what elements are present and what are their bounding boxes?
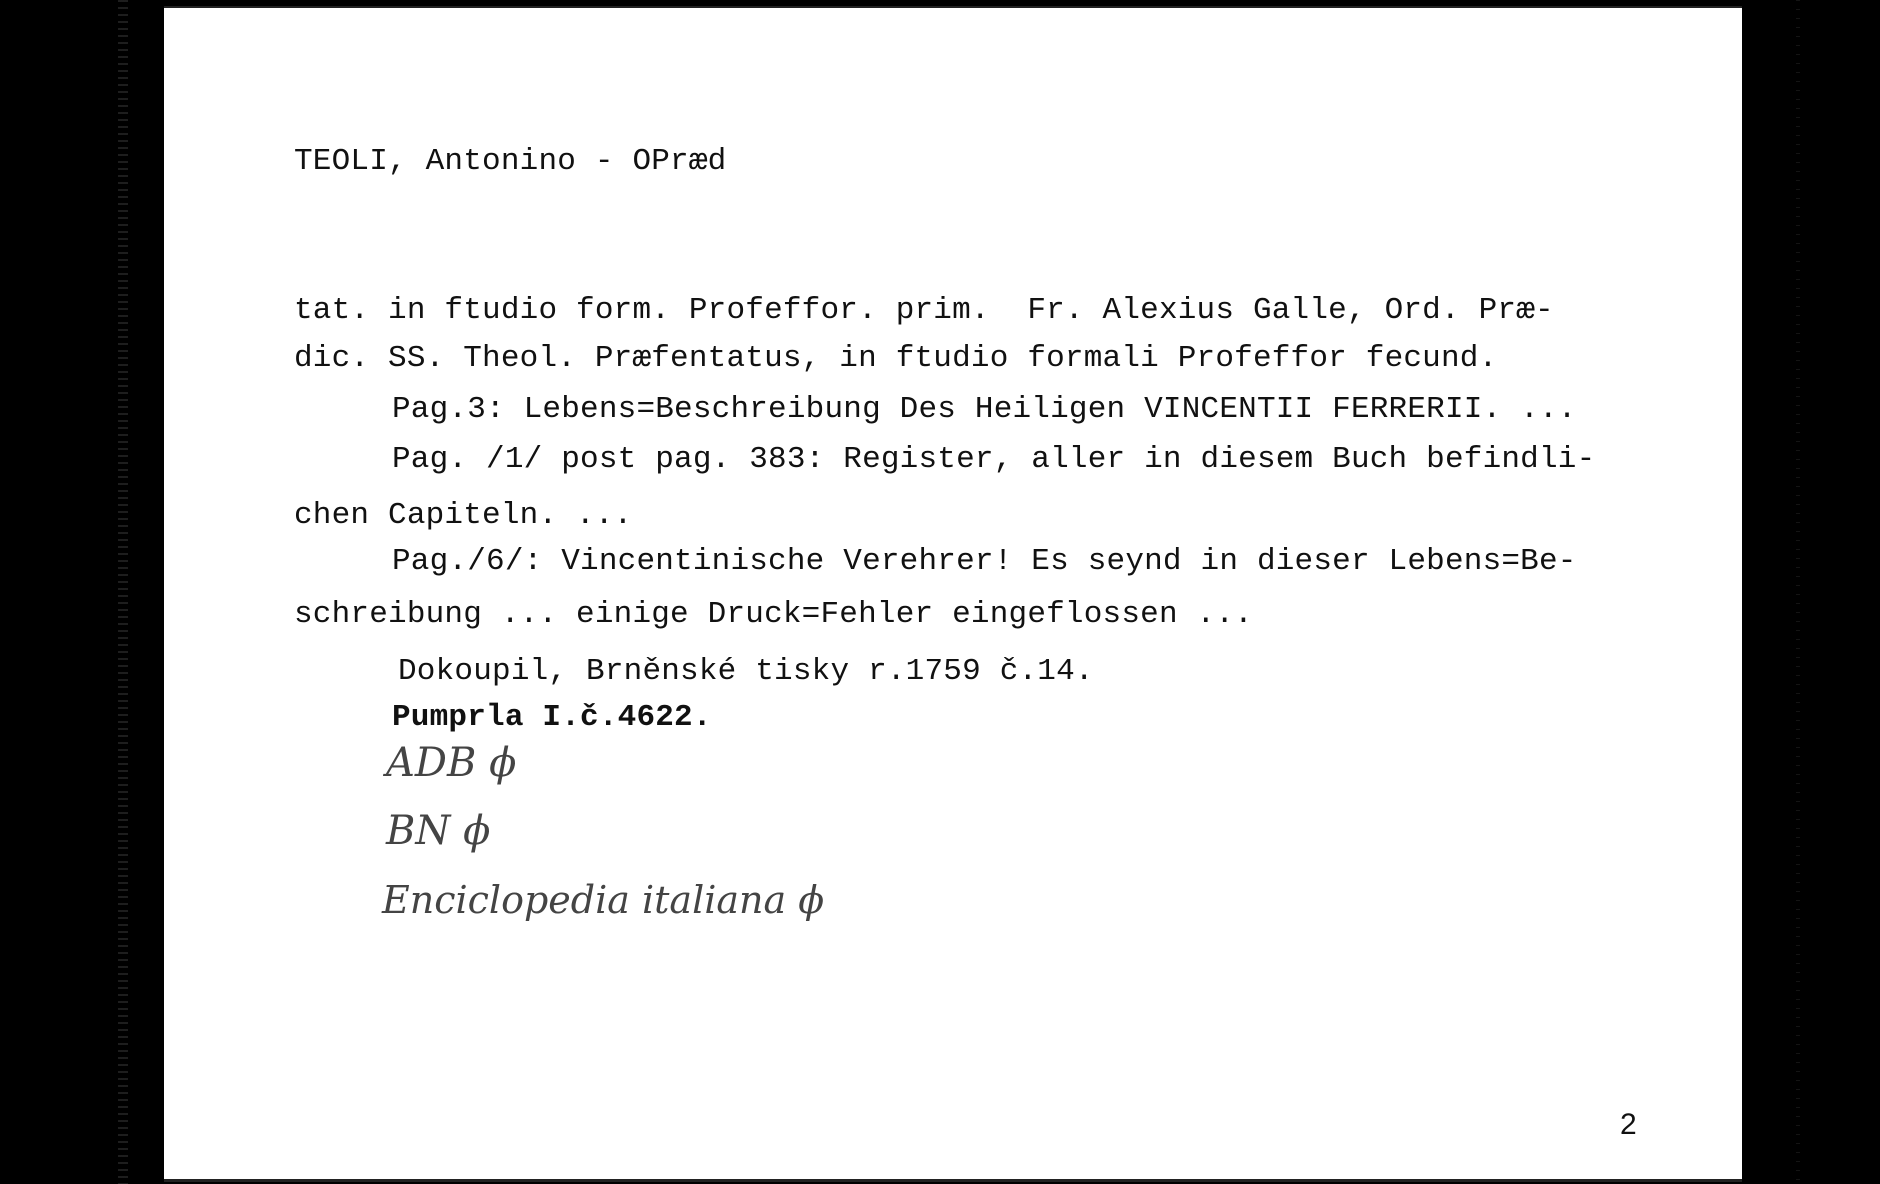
- card-line-1: tat. in ftudio form. Profeffor. prim. Fr. Alexius Galle, Ord. Præ-: [294, 293, 1554, 328]
- card-line-4: Pag. /1/ post pag. 383: Register, aller in diesem Buch befindli-: [392, 442, 1596, 477]
- card-heading: TEOLI, Antonino - OPræd: [294, 144, 727, 179]
- handwritten-enciclopedia: Enciclopedia italiana ϕ: [382, 878, 825, 922]
- handwritten-bn: BN ϕ: [386, 808, 491, 854]
- catalog-card: [164, 6, 1742, 1182]
- card-line-2: dic. SS. Theol. Præfentatus, in ftudio formali Profeffor fecund.: [294, 341, 1498, 376]
- card-line-5: chen Capiteln. ...: [294, 498, 633, 533]
- scan-edge-right: [1796, 0, 1800, 1184]
- card-line-6: Pag./6/: Vincentinische Verehrer! Es seynd in dieser Lebens=Be-: [392, 544, 1577, 579]
- reference-pumprla: Pumprla I.č.4622.: [392, 700, 712, 735]
- card-line-3: Pag.3: Lebens=Beschreibung Des Heiligen VINCENTII FERRERII. ...: [392, 392, 1577, 427]
- handwritten-adb: ADB ϕ: [386, 740, 517, 786]
- scan-edge-left: [118, 0, 128, 1184]
- reference-dokoupil: Dokoupil, Brněnské tisky r.1759 č.14.: [398, 654, 1094, 689]
- card-line-7: schreibung ... einige Druck=Fehler eingeflossen ...: [294, 597, 1253, 632]
- page-number: 2: [1620, 1108, 1637, 1141]
